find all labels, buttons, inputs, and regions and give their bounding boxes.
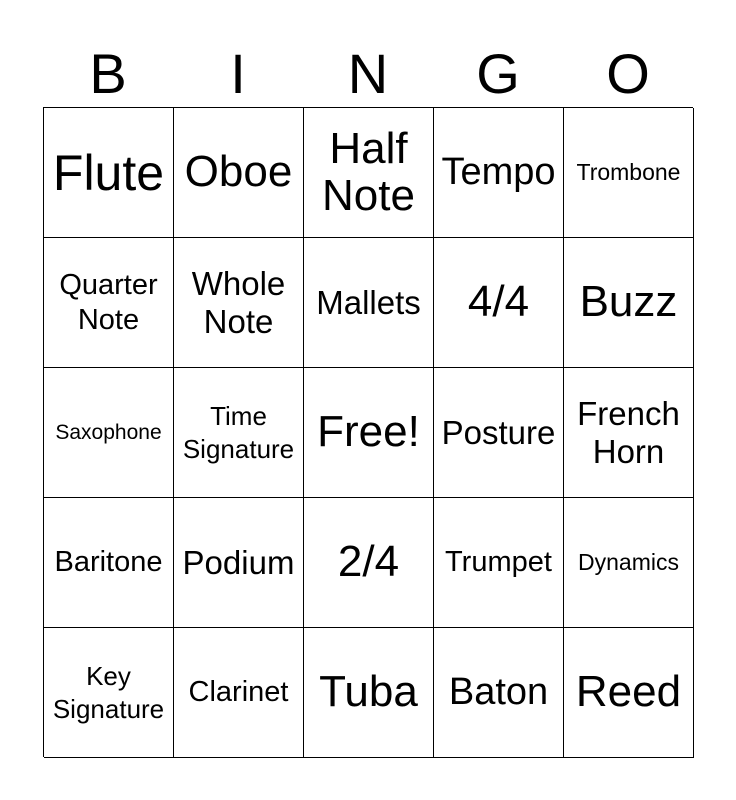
bingo-cell: Flute bbox=[44, 108, 174, 238]
bingo-header bbox=[43, 40, 693, 108]
bingo-cell: Quarter Note bbox=[44, 238, 174, 368]
bingo-cell: Key Signature bbox=[44, 628, 174, 758]
bingo-cell: Tempo bbox=[434, 108, 564, 238]
bingo-cell: Podium bbox=[174, 498, 304, 628]
bingo-board bbox=[43, 107, 693, 757]
header-letter-n: N bbox=[347, 42, 389, 105]
header-letter-b: B bbox=[89, 42, 127, 105]
bingo-cell: 4/4 bbox=[434, 238, 564, 368]
bingo-cell: Trumpet bbox=[434, 498, 564, 628]
bingo-cell: Tuba bbox=[304, 628, 434, 758]
bingo-cell: French Horn bbox=[564, 368, 694, 498]
header-letter-o: O bbox=[606, 42, 650, 105]
bingo-cell: Dynamics bbox=[564, 498, 694, 628]
bingo-cell: 2/4 bbox=[304, 498, 434, 628]
bingo-cell: Saxophone bbox=[44, 368, 174, 498]
bingo-cell: Mallets bbox=[304, 238, 434, 368]
bingo-cell: Half Note bbox=[304, 108, 434, 238]
bingo-cell: Trombone bbox=[564, 108, 694, 238]
bingo-cell: Baritone bbox=[44, 498, 174, 628]
bingo-cell: Time Signature bbox=[174, 368, 304, 498]
bingo-cell: Posture bbox=[434, 368, 564, 498]
bingo-cell: Baton bbox=[434, 628, 564, 758]
bingo-cell: Reed bbox=[564, 628, 694, 758]
header-letter-g: G bbox=[476, 42, 520, 105]
bingo-free-space: Free! bbox=[304, 368, 434, 498]
header-letter-i: I bbox=[230, 42, 246, 105]
bingo-cell: Whole Note bbox=[174, 238, 304, 368]
bingo-cell: Oboe bbox=[174, 108, 304, 238]
bingo-cell: Buzz bbox=[564, 238, 694, 368]
bingo-cell: Clarinet bbox=[174, 628, 304, 758]
